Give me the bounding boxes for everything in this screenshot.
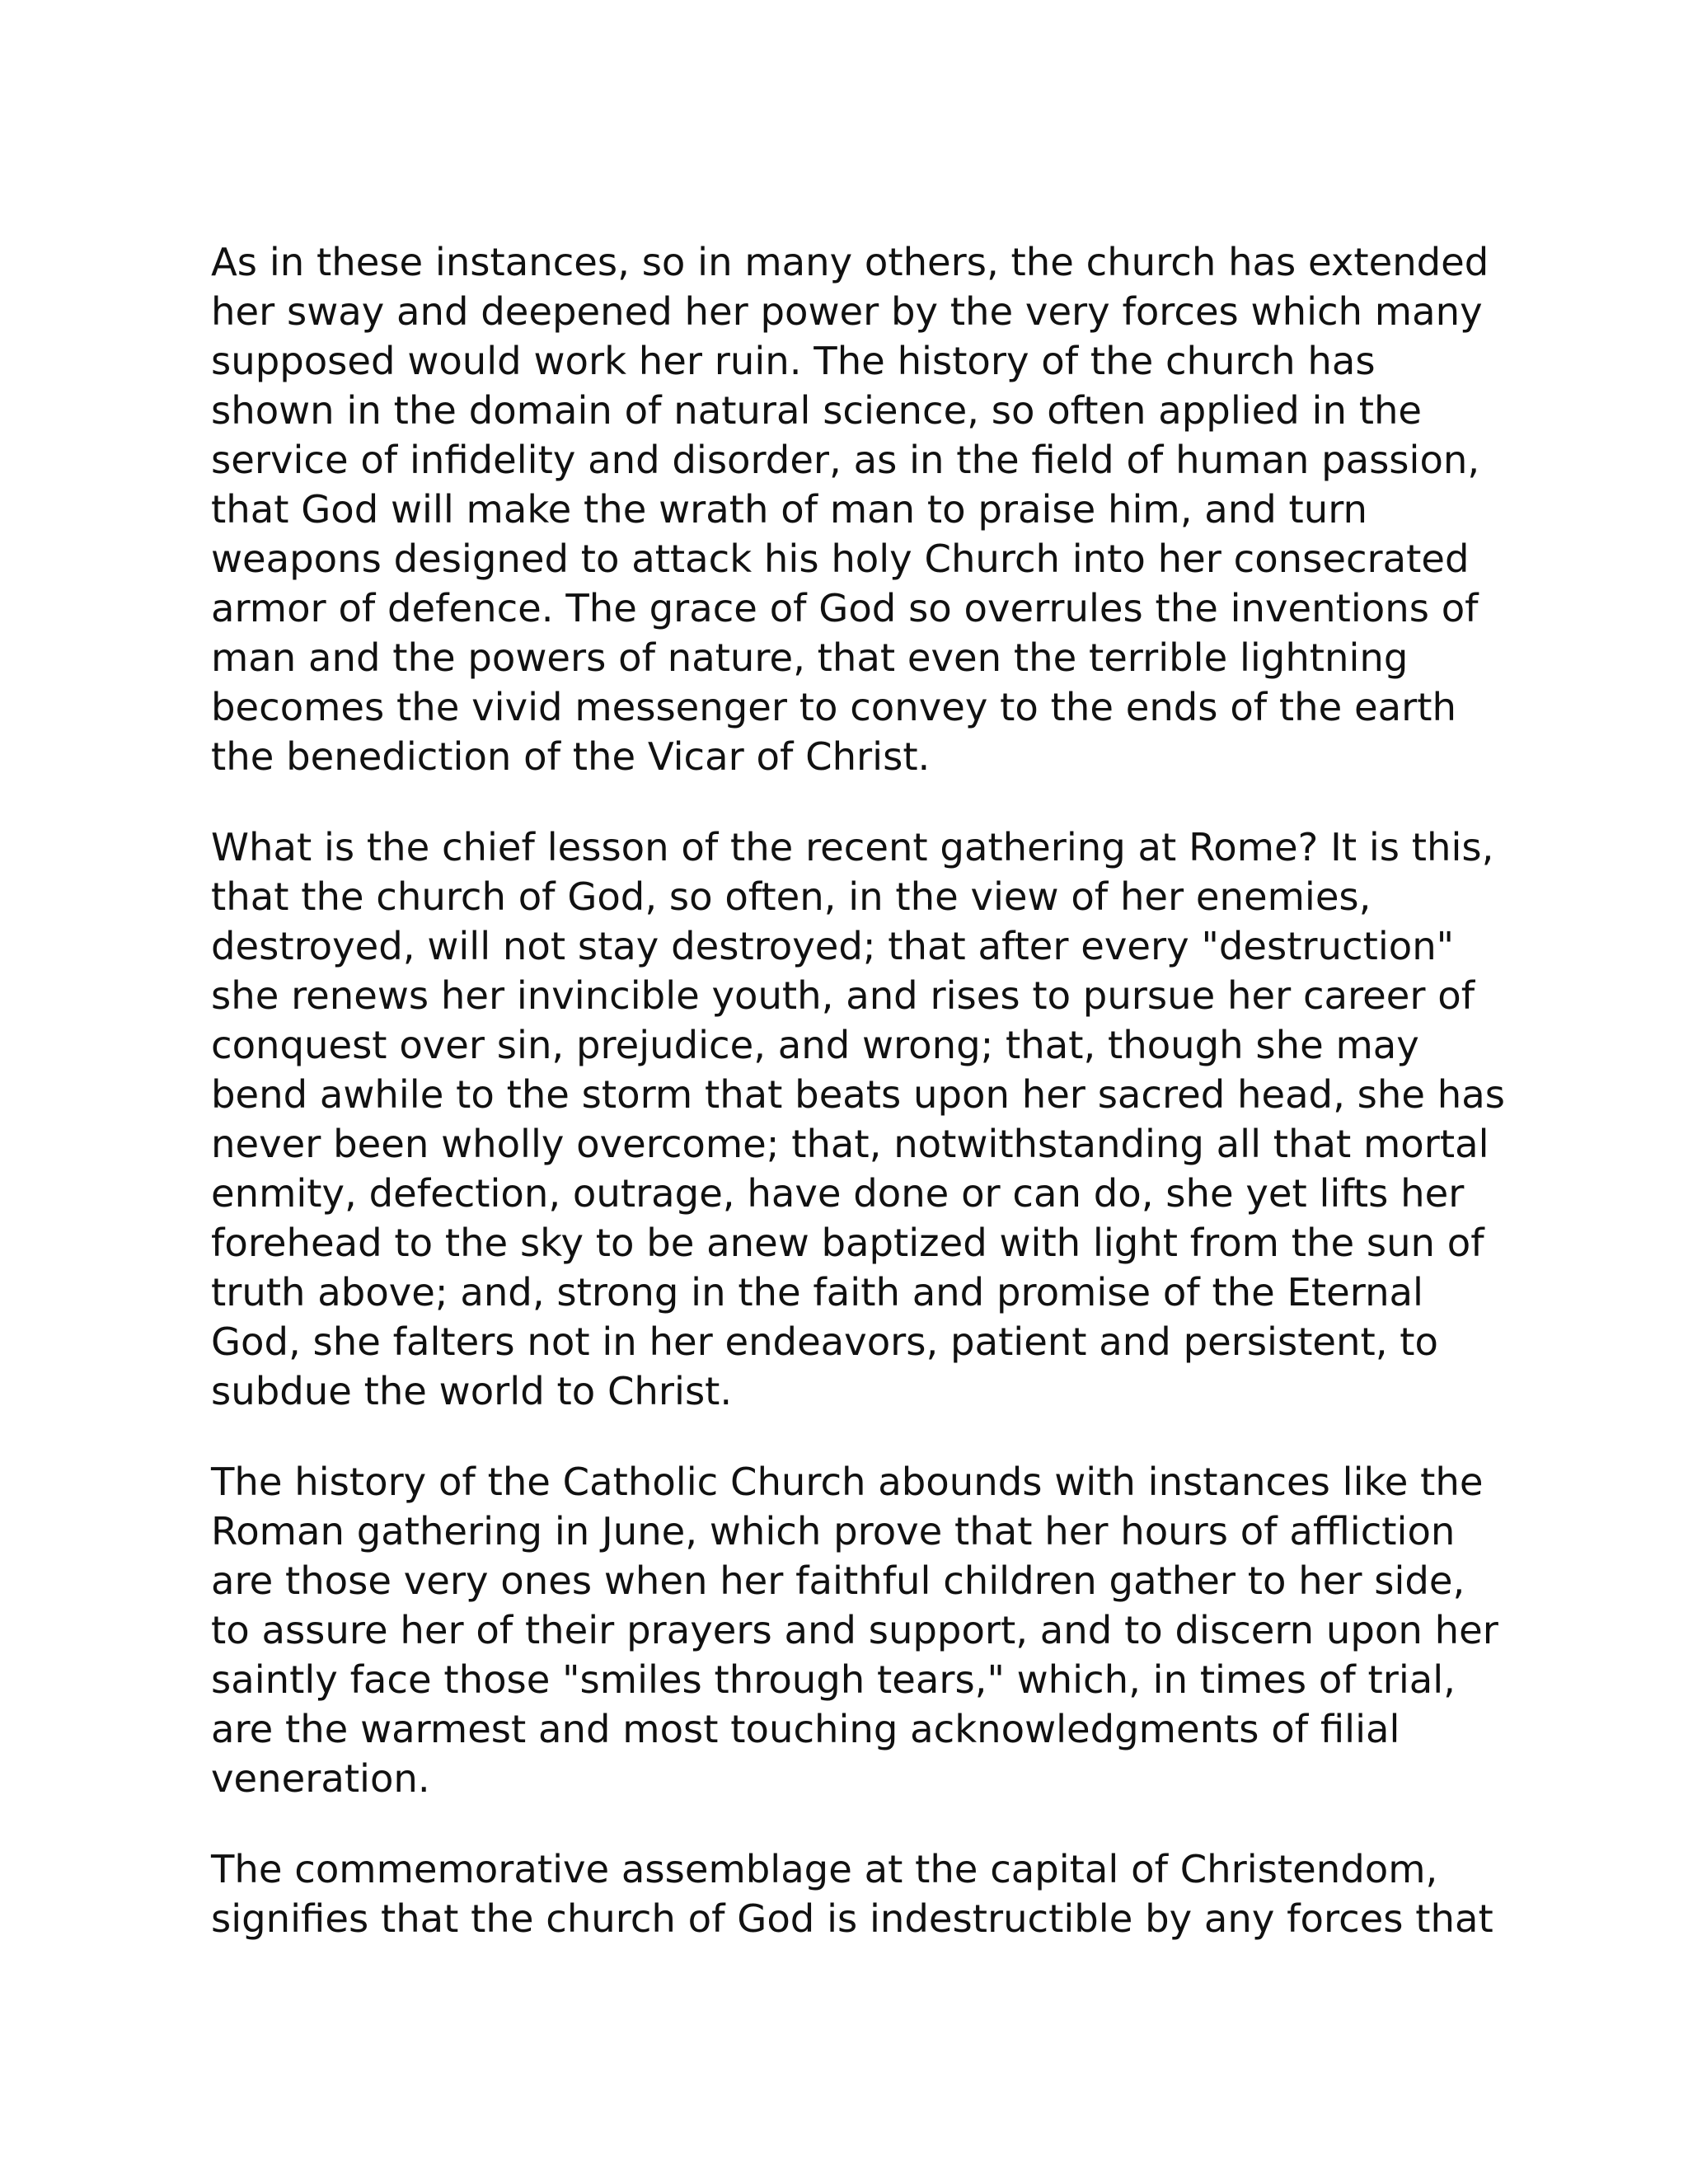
text-line: subdue the world to Christ. xyxy=(211,1369,733,1413)
text-line: saintly face those "smiles through tears," which, in times of trial, xyxy=(211,1657,1456,1702)
paragraph-3 xyxy=(211,1457,1530,1803)
body-text xyxy=(211,237,1530,1985)
text-line: to assure her of their prayers and support, and to discern upon her xyxy=(211,1608,1498,1652)
text-line: service of infidelity and disorder, as in the field of human passion, xyxy=(211,438,1480,482)
text-line: she renews her invincible youth, and rises to pursue her career of xyxy=(211,973,1475,1018)
text-line: conquest over sin, prejudice, and wrong; that, though she may xyxy=(211,1023,1419,1067)
text-line: bend awhile to the storm that beats upon her sacred head, she has xyxy=(211,1072,1505,1117)
text-line: that God will make the wrath of man to praise him, and turn xyxy=(211,487,1367,532)
text-line: The commemorative assemblage at the capital of Christendom, xyxy=(211,1847,1438,1891)
text-line: man and the powers of nature, that even the terrible lightning xyxy=(211,635,1409,680)
text-line: her sway and deepened her power by the very forces which many xyxy=(211,289,1483,334)
paragraph-1 xyxy=(211,237,1530,781)
paragraph-2 xyxy=(211,823,1530,1416)
text-line: Roman gathering in June, which prove that her hours of affliction xyxy=(211,1509,1456,1554)
text-line: armor of defence. The grace of God so overrules the inventions of xyxy=(211,586,1479,630)
text-line: enmity, defection, outrage, have done or can do, she yet lifts her xyxy=(211,1171,1465,1216)
text-line: signifies that the church of God is indestructible by any forces that xyxy=(211,1896,1493,1941)
text-line: What is the chief lesson of the recent gathering at Rome? It is this, xyxy=(211,825,1494,869)
text-line: veneration. xyxy=(211,1756,430,1801)
text-line: forehead to the sky to be anew baptized with light from the sun of xyxy=(211,1221,1484,1265)
text-line: supposed would work her ruin. The history of the church has xyxy=(211,339,1376,383)
text-line: destroyed, will not stay destroyed; that after every "destruction" xyxy=(211,924,1455,968)
text-line: As in these instances, so in many others, the church has extended xyxy=(211,240,1489,284)
text-line: are the warmest and most touching acknowledgments of filial xyxy=(211,1707,1400,1751)
text-line: never been wholly overcome; that, notwithstanding all that mortal xyxy=(211,1122,1489,1166)
paragraph-4 xyxy=(211,1844,1530,1943)
text-line: God, she falters not in her endeavors, patient and persistent, to xyxy=(211,1319,1438,1364)
text-line: shown in the domain of natural science, so often applied in the xyxy=(211,388,1423,433)
text-line: truth above; and, strong in the faith and promise of the Eternal xyxy=(211,1270,1423,1315)
text-line: The history of the Catholic Church abounds with instances like the xyxy=(211,1460,1484,1504)
text-line: are those very ones when her faithful children gather to her side, xyxy=(211,1558,1465,1603)
text-line: weapons designed to attack his holy Church into her consecrated xyxy=(211,537,1470,581)
text-line: becomes the vivid messenger to convey to the ends of the earth xyxy=(211,685,1456,729)
text-line: that the church of God, so often, in the view of her enemies, xyxy=(211,874,1372,919)
text-line: the benediction of the Vicar of Christ. xyxy=(211,734,931,779)
